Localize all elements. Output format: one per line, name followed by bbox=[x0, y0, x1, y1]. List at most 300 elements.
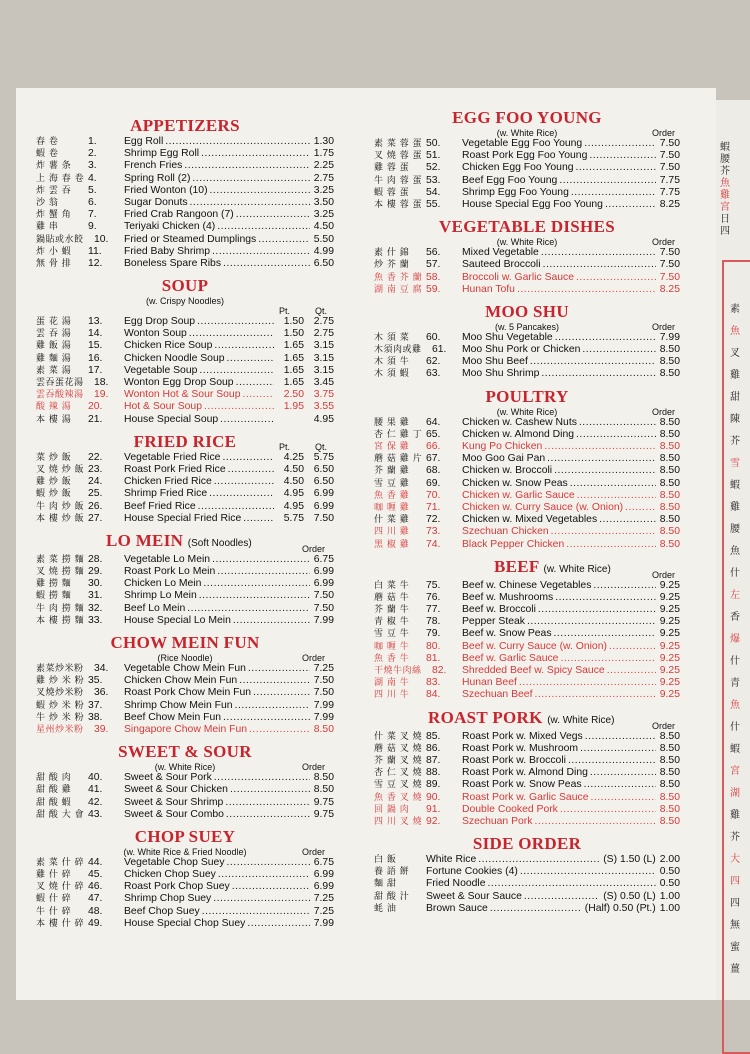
item-name: Szechuan Beef ..... bbox=[462, 689, 656, 701]
menu-item bbox=[374, 199, 680, 211]
item-chinese-name: 什 菜 雞 bbox=[374, 515, 410, 526]
fried-rice-price-header bbox=[36, 438, 334, 452]
item-price: 8.50 bbox=[656, 429, 680, 441]
item-number: 47. bbox=[88, 893, 103, 905]
item-name: Shrimp Lo Mein ..... bbox=[124, 590, 310, 602]
item-name: Brown Sauce ..... bbox=[426, 903, 581, 915]
item-size-price: (S) 1.50 (L) bbox=[599, 854, 656, 866]
poultry-list bbox=[374, 417, 680, 551]
item-chinese-name: 上 海 春 卷 bbox=[36, 173, 85, 184]
item-name: Beef w. Curry Sauce (w. Onion) ..... bbox=[462, 641, 656, 653]
sweet-sour-order-label: Order bbox=[302, 762, 326, 773]
item-number: 50. bbox=[426, 138, 441, 149]
item-number: 10. bbox=[94, 233, 109, 245]
menu-item bbox=[374, 429, 680, 441]
roast-pork-list bbox=[374, 731, 680, 829]
item-chinese-name: 本 樓 撈 麵 bbox=[36, 615, 85, 626]
item-chinese-name: 干燒牛肉絲 bbox=[374, 666, 422, 676]
item-name: Roast Pork w. Almond Ding ..... bbox=[462, 767, 656, 779]
menu-item bbox=[374, 356, 680, 368]
item-price: 9.25 bbox=[656, 677, 680, 689]
item-chinese-name: 芥 蘭 牛 bbox=[374, 605, 410, 616]
item-name: Chicken w. Mixed Vegetables ..... bbox=[462, 514, 656, 526]
strip-char: 魚 bbox=[730, 546, 740, 557]
item-name: Beef Egg Foo Young ..... bbox=[462, 175, 656, 187]
sweet-sour-order-header bbox=[36, 762, 334, 772]
menu-item bbox=[374, 478, 680, 490]
menu-item bbox=[374, 272, 680, 284]
menu-item bbox=[374, 779, 680, 791]
item-chinese-name: 蝦 炒 飯 bbox=[36, 489, 72, 500]
item-number: 15. bbox=[88, 340, 103, 352]
item-name: French Fries ..... bbox=[124, 160, 310, 172]
lo-mein-list bbox=[36, 554, 334, 627]
item-name: Sweet & Sour Chicken ..... bbox=[124, 784, 310, 796]
fried-rice-qt-label: Qt. bbox=[315, 441, 328, 452]
menu-item bbox=[36, 234, 334, 246]
menu-item bbox=[374, 891, 680, 903]
item-number: 44. bbox=[88, 856, 103, 868]
menu-item bbox=[374, 344, 680, 356]
item-chinese-name: 牛 炒 米 粉 bbox=[36, 712, 85, 723]
item-name: Boneless Spare Ribs ..... bbox=[124, 258, 310, 270]
chow-mein-fun-note: (Rice Noodle) bbox=[157, 653, 213, 663]
item-name: Beef w. Mushrooms ..... bbox=[462, 592, 656, 604]
item-number: 26. bbox=[88, 500, 103, 512]
item-name: Shrimp Egg Roll ..... bbox=[124, 148, 310, 160]
menu-item bbox=[36, 663, 334, 675]
item-chinese-name: 蝦 炒 米 粉 bbox=[36, 700, 85, 711]
item-chinese-name: 咖 喱 牛 bbox=[374, 641, 410, 652]
strip-char: 蝦 bbox=[720, 142, 730, 153]
item-number: 40. bbox=[88, 772, 103, 784]
menu-item bbox=[36, 809, 334, 821]
appetizers-list bbox=[36, 136, 334, 270]
menu-item bbox=[36, 724, 334, 736]
item-chinese-name: 春 卷 bbox=[36, 137, 59, 147]
item-name: Shrimp Chow Mein Fun ..... bbox=[124, 700, 310, 712]
item-chinese-name: 雲吞酸辣湯 bbox=[36, 390, 84, 401]
item-number: 74. bbox=[426, 538, 441, 550]
item-chinese-name: 叉 燒 炒 飯 bbox=[36, 464, 85, 475]
item-name: Chicken Chop Suey ..... bbox=[124, 869, 310, 881]
item-chinese-name: 星州炒米粉 bbox=[36, 724, 84, 735]
menu-item bbox=[374, 175, 680, 187]
item-price-quart: 6.50 bbox=[304, 464, 334, 476]
item-number: 30. bbox=[88, 578, 103, 590]
menu-item bbox=[36, 615, 334, 627]
menu-item bbox=[36, 566, 334, 578]
item-price: 8.50 bbox=[656, 356, 680, 368]
item-chinese-name: 四 川 牛 bbox=[374, 690, 410, 701]
item-price: 7.50 bbox=[656, 272, 680, 284]
item-number: 38. bbox=[88, 711, 103, 723]
item-price: 8.50 bbox=[656, 743, 680, 755]
item-chinese-name: 四 川 叉 燒 bbox=[374, 816, 423, 827]
menu-item bbox=[374, 138, 680, 150]
item-number: 24. bbox=[88, 476, 103, 488]
item-chinese-name: 甜 酸 大 會 bbox=[36, 809, 85, 820]
menu-item bbox=[374, 417, 680, 429]
menu-item bbox=[36, 452, 334, 464]
poultry-note: (w. White Rice) bbox=[496, 406, 558, 417]
item-chinese-name: 牛 什 碎 bbox=[36, 906, 72, 917]
item-price: 8.50 bbox=[310, 772, 334, 784]
item-number: 55. bbox=[426, 198, 441, 210]
item-chinese-name: 杏 仁 叉 燒 bbox=[374, 768, 423, 779]
lo-mein-sub: (Soft Noodles) bbox=[187, 537, 252, 549]
menu-item bbox=[36, 869, 334, 881]
menu-item bbox=[36, 687, 334, 699]
item-price: 1.00 bbox=[656, 891, 680, 903]
item-number: 35. bbox=[88, 675, 103, 687]
poultry-order-label: Order bbox=[652, 406, 676, 417]
strip-char: 芥 bbox=[720, 166, 730, 177]
menu-item bbox=[374, 539, 680, 551]
item-number: 32. bbox=[88, 602, 103, 614]
vegetable-dishes-order-label: Order bbox=[652, 237, 676, 248]
menu-item bbox=[36, 700, 334, 712]
item-number: 65. bbox=[426, 428, 441, 440]
chop-suey-order-header bbox=[36, 847, 334, 857]
strip-char: 薑 bbox=[730, 964, 740, 975]
item-name: Egg Roll ..... bbox=[124, 136, 310, 148]
item-name: Fried Baby Shrimp ..... bbox=[124, 246, 310, 258]
item-number: 25. bbox=[88, 488, 103, 500]
item-chinese-name: 沙 翁 bbox=[36, 197, 59, 208]
item-price: 8.50 bbox=[310, 784, 334, 796]
item-number: 27. bbox=[88, 512, 103, 524]
item-number: 20. bbox=[88, 401, 103, 413]
menu-item bbox=[374, 247, 680, 259]
menu-item bbox=[36, 488, 334, 500]
item-chinese-name: 蘑 菇 叉 燒 bbox=[374, 743, 423, 754]
strip-char: 日 bbox=[720, 214, 730, 225]
item-price-quart: 3.15 bbox=[304, 365, 334, 377]
item-price-pint: 4.95 bbox=[274, 488, 304, 500]
item-chinese-name: 炸 蟹 角 bbox=[36, 210, 72, 221]
strip-char: 四 bbox=[730, 876, 740, 887]
item-name: Moo Shu Shrimp ..... bbox=[462, 368, 656, 380]
item-name: Shrimp Egg Foo Young ..... bbox=[462, 187, 656, 199]
item-price: 3.50 bbox=[310, 197, 334, 209]
menu-item bbox=[374, 592, 680, 604]
side-order-title: SIDE ORDER bbox=[472, 834, 582, 854]
item-price: 8.50 bbox=[656, 417, 680, 429]
item-price: 7.25 bbox=[310, 663, 334, 675]
vegetable-dishes-note: (w. White Rice) bbox=[496, 237, 558, 248]
item-price: 9.25 bbox=[656, 580, 680, 592]
menu-item bbox=[374, 616, 680, 628]
item-name: Chicken Rice Soup ..... bbox=[124, 340, 274, 352]
menu-item bbox=[36, 414, 334, 426]
strip-char: 湖 bbox=[730, 788, 740, 799]
item-chinese-name: 白 飯 bbox=[374, 855, 397, 866]
vegetable-dishes-list bbox=[374, 247, 680, 296]
menu-item bbox=[374, 580, 680, 592]
menu-item bbox=[36, 377, 334, 389]
item-name: Chicken w. Broccoli ..... bbox=[462, 465, 656, 477]
item-price-quart: 3.15 bbox=[304, 340, 334, 352]
item-chinese-name: 什 菜 叉 燒 bbox=[374, 731, 423, 742]
item-name: Roast Pork w. Mixed Vegs ..... bbox=[462, 731, 656, 743]
strip-char: 左 bbox=[730, 590, 740, 601]
item-number: 13. bbox=[88, 316, 103, 328]
lo-mein-order-label: Order bbox=[302, 543, 326, 554]
vegetable-dishes-order-header bbox=[374, 237, 680, 247]
strip-char: 無 bbox=[730, 920, 740, 931]
item-chinese-name: 本 樓 湯 bbox=[36, 414, 72, 425]
menu-item bbox=[36, 476, 334, 488]
item-name: Vegetable Egg Foo Young ..... bbox=[462, 138, 656, 150]
item-name: Beef Chop Suey ..... bbox=[124, 906, 310, 918]
item-price: 8.25 bbox=[656, 199, 680, 211]
item-number: 4. bbox=[88, 172, 97, 184]
item-name: Chicken w. Garlic Sauce ..... bbox=[462, 490, 656, 502]
item-name: House Special Soup ..... bbox=[124, 414, 274, 426]
item-price: 8.50 bbox=[656, 792, 680, 804]
item-price: 7.99 bbox=[310, 918, 334, 930]
item-number: 6. bbox=[88, 196, 97, 208]
item-price: 6.99 bbox=[310, 869, 334, 881]
egg-foo-young-list bbox=[374, 138, 680, 211]
menu-item bbox=[36, 246, 334, 258]
menu-item bbox=[374, 490, 680, 502]
item-price: 7.99 bbox=[310, 712, 334, 724]
item-price: 9.25 bbox=[656, 653, 680, 665]
item-price: 7.50 bbox=[656, 259, 680, 271]
item-number: 61. bbox=[432, 344, 447, 356]
item-number: 58. bbox=[426, 271, 441, 283]
strip-char: 四 bbox=[720, 226, 730, 237]
strip-char: 蝦 bbox=[730, 480, 740, 491]
menu-item bbox=[374, 755, 680, 767]
menu-item bbox=[374, 665, 680, 677]
item-name: Vegetable Lo Mein ..... bbox=[124, 554, 310, 566]
lo-mein-title-text: LO MEIN bbox=[106, 530, 184, 550]
strip-char: 香 bbox=[730, 612, 740, 623]
strip-char: 魚 bbox=[720, 178, 730, 189]
menu-item bbox=[36, 258, 334, 270]
item-name: Wonton Hot & Sour Soup ..... bbox=[124, 389, 274, 401]
item-chinese-name: 甜 酸 雞 bbox=[36, 785, 72, 796]
item-name: Roast Pork Egg Foo Young ..... bbox=[462, 150, 656, 162]
item-chinese-name: 雞 串 bbox=[36, 222, 59, 233]
item-price: 7.50 bbox=[656, 150, 680, 162]
item-number: 66. bbox=[426, 441, 441, 452]
item-price: 6.99 bbox=[310, 578, 334, 590]
item-number: 80. bbox=[426, 640, 441, 652]
menu-item bbox=[374, 150, 680, 162]
item-price: 2.25 bbox=[310, 160, 334, 172]
item-number: 22. bbox=[88, 451, 103, 463]
egg-foo-young-order-label: Order bbox=[652, 128, 676, 138]
chop-suey-list bbox=[36, 857, 334, 930]
item-name: Sweet & Sour Sauce ..... bbox=[426, 891, 599, 903]
item-chinese-name: 素 菜 什 碎 bbox=[36, 857, 85, 868]
strip-char: 宮 bbox=[720, 202, 730, 213]
fried-rice-title: FRIED RICE bbox=[133, 431, 237, 451]
item-price: 7.50 bbox=[656, 162, 680, 174]
item-number: 57. bbox=[426, 259, 441, 271]
menu-item bbox=[374, 743, 680, 755]
item-name: Sauteed Broccoli ..... bbox=[462, 259, 656, 271]
soup-pt-label: Pt. bbox=[279, 306, 291, 317]
item-number: 5. bbox=[88, 184, 97, 196]
item-price-quart: 7.50 bbox=[304, 513, 334, 525]
strip-char: 陳 bbox=[730, 414, 740, 425]
item-chinese-name: 鍋貼或水餃 bbox=[36, 234, 84, 245]
item-number: 82. bbox=[432, 665, 447, 676]
strip-char: 大 bbox=[730, 854, 740, 865]
item-price: 8.50 bbox=[656, 502, 680, 514]
item-chinese-name: 雞 蓉 蛋 bbox=[374, 163, 410, 174]
item-price: 7.50 bbox=[656, 247, 680, 259]
item-price-quart: 3.15 bbox=[304, 353, 334, 365]
beef-sub: (w. White Rice) bbox=[543, 563, 611, 575]
item-number: 84. bbox=[426, 689, 441, 701]
item-number: 92. bbox=[426, 815, 441, 827]
item-number: 34. bbox=[94, 663, 109, 674]
item-price-quart: 6.99 bbox=[304, 488, 334, 500]
lo-mein-order-header bbox=[36, 544, 334, 554]
item-name: Broccoli w. Garlic Sauce ..... bbox=[462, 272, 656, 284]
sweet-sour-list bbox=[36, 772, 334, 821]
menu-item bbox=[374, 878, 680, 890]
menu-item bbox=[36, 328, 334, 340]
menu-item bbox=[36, 148, 334, 160]
item-chinese-name: 菜 炒 飯 bbox=[36, 452, 72, 463]
item-number: 71. bbox=[426, 501, 441, 513]
item-chinese-name: 牛 肉 蓉 蛋 bbox=[374, 175, 423, 186]
item-price: 9.75 bbox=[310, 809, 334, 821]
item-chinese-name: 雞 麵 湯 bbox=[36, 353, 72, 364]
item-price: 7.25 bbox=[310, 893, 334, 905]
item-chinese-name: 甜 酸 汁 bbox=[374, 891, 410, 902]
item-price: 9.25 bbox=[656, 628, 680, 640]
strip-char: 甜 bbox=[730, 392, 740, 403]
item-name: Fortune Cookies (4) ..... bbox=[426, 866, 656, 878]
item-chinese-name: 木 須 蝦 bbox=[374, 369, 410, 380]
menu-item bbox=[36, 389, 334, 401]
item-name: Spring Roll (2) ..... bbox=[124, 173, 310, 185]
item-name: House Special Fried Rice ..... bbox=[124, 513, 274, 525]
strip-char: 什 bbox=[730, 656, 740, 667]
item-chinese-name: 叉 燒 什 碎 bbox=[36, 882, 85, 893]
menu-item bbox=[374, 866, 680, 878]
item-chinese-name: 木 須 菜 bbox=[374, 332, 410, 343]
item-name: Mixed Vegetable ..... bbox=[462, 247, 656, 259]
moo-shu-list bbox=[374, 332, 680, 381]
item-number: 7. bbox=[88, 209, 97, 221]
item-name: Roast Pork w. Garlic Sauce ..... bbox=[462, 792, 656, 804]
item-price: 7.99 bbox=[310, 700, 334, 712]
item-name: Hunan Beef ..... bbox=[462, 677, 656, 689]
menu-item bbox=[36, 554, 334, 566]
item-name: Beef w. Broccoli ..... bbox=[462, 604, 656, 616]
item-price-quart: 5.75 bbox=[304, 452, 334, 464]
item-name: Beef Chow Mein Fun ..... bbox=[124, 712, 310, 724]
moo-shu-order-header bbox=[374, 322, 680, 332]
item-name: Vegetable Chow Mein Fun ..... bbox=[124, 663, 310, 675]
item-chinese-name: 本 樓 蓉 蛋 bbox=[374, 199, 423, 210]
poultry-title: POULTRY bbox=[485, 386, 569, 406]
chop-suey-order-label: Order bbox=[302, 846, 326, 857]
item-chinese-name: 白 菜 牛 bbox=[374, 580, 410, 591]
sweet-sour-title: SWEET & SOUR bbox=[118, 742, 252, 762]
item-chinese-name: 芥 蘭 叉 燒 bbox=[374, 755, 423, 766]
item-name: Chicken Chow Mein Fun ..... bbox=[124, 675, 310, 687]
item-price: 8.50 bbox=[656, 465, 680, 477]
roast-pork-order-header bbox=[374, 721, 680, 731]
item-number: 48. bbox=[88, 905, 103, 917]
item-name: White Rice ..... bbox=[426, 854, 599, 866]
item-number: 70. bbox=[426, 489, 441, 501]
item-chinese-name: 蚝 油 bbox=[374, 903, 397, 914]
chow-mein-fun-order-header bbox=[36, 653, 334, 663]
item-number: 69. bbox=[426, 477, 441, 489]
menu-item bbox=[36, 784, 334, 796]
roast-pork-order-label: Order bbox=[652, 720, 676, 731]
item-number: 21. bbox=[88, 413, 103, 425]
item-name: Vegetable Chop Suey ..... bbox=[124, 857, 310, 869]
item-price: 8.50 bbox=[656, 478, 680, 490]
item-price: 8.50 bbox=[656, 767, 680, 779]
chow-mein-fun-order-label: Order bbox=[302, 653, 326, 663]
item-price: 8.50 bbox=[656, 526, 680, 538]
moo-shu-order-label: Order bbox=[652, 321, 676, 332]
menu-item bbox=[36, 185, 334, 197]
item-chinese-name: 素 菜 蓉 蛋 bbox=[374, 139, 423, 149]
strip-char: 腰 bbox=[720, 154, 730, 165]
soup-note: (w. Crispy Noodles) bbox=[145, 296, 225, 307]
item-number: 16. bbox=[88, 352, 103, 364]
beef-list bbox=[374, 580, 680, 702]
item-price: 7.50 bbox=[310, 590, 334, 602]
item-chinese-name: 蝦 卷 bbox=[36, 149, 59, 160]
item-price-quart: 3.45 bbox=[304, 377, 334, 389]
menu-item bbox=[36, 590, 334, 602]
item-price-quart: 3.75 bbox=[304, 389, 334, 401]
item-number: 49. bbox=[88, 917, 103, 929]
item-price: 1.30 bbox=[310, 136, 334, 148]
menu-item bbox=[36, 353, 334, 365]
item-price: 6.75 bbox=[310, 857, 334, 869]
fried-rice-pt-label: Pt. bbox=[279, 441, 291, 452]
item-chinese-name: 腰 果 雞 bbox=[374, 417, 410, 428]
item-price: 8.50 bbox=[656, 490, 680, 502]
item-number: 85. bbox=[426, 730, 441, 742]
soup-qt-label: Qt. bbox=[315, 306, 328, 317]
item-price: 6.50 bbox=[310, 258, 334, 270]
item-number: 19. bbox=[94, 389, 109, 401]
item-price: 9.25 bbox=[656, 689, 680, 701]
item-price-quart: 2.75 bbox=[304, 328, 334, 340]
item-chinese-name: 雪 豆 雞 bbox=[374, 478, 410, 489]
item-chinese-name: 芥 蘭 雞 bbox=[374, 466, 410, 477]
item-price: 8.50 bbox=[656, 755, 680, 767]
item-price-quart: 6.50 bbox=[304, 476, 334, 488]
item-number: 79. bbox=[426, 628, 441, 640]
item-price: 7.75 bbox=[656, 175, 680, 187]
item-name: Szechuan Chicken ..... bbox=[462, 526, 656, 538]
item-price-pint: 1.50 bbox=[274, 316, 304, 328]
item-chinese-name: 養 語 餅 bbox=[374, 867, 410, 878]
item-number: 67. bbox=[426, 453, 441, 465]
item-chinese-name: 雞 撈 麵 bbox=[36, 579, 72, 590]
item-price: 9.25 bbox=[656, 604, 680, 616]
menu-item bbox=[374, 526, 680, 538]
